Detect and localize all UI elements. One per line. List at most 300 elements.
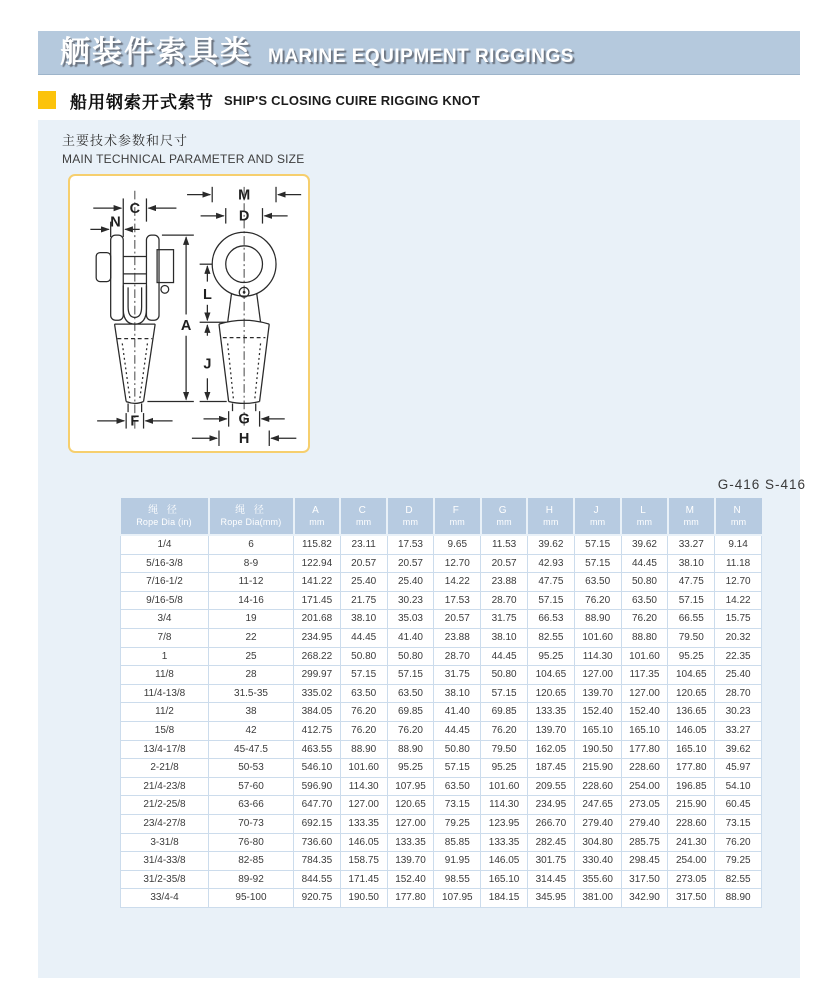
table-cell: 23/4-27/8: [121, 814, 209, 833]
table-cell: 14.22: [434, 573, 481, 592]
table-cell: 692.15: [294, 814, 341, 833]
table-row: [121, 740, 762, 759]
table-cell: 69.85: [387, 703, 434, 722]
size-table: [120, 498, 762, 908]
table-cell: 38.10: [340, 610, 387, 629]
table-cell: 165.10: [481, 870, 528, 889]
table-cell: 79.50: [481, 740, 528, 759]
category-title-en: MARINE EQUIPMENT RIGGINGS: [268, 46, 574, 67]
table-cell: 33/4-4: [121, 889, 209, 908]
table-cell: 146.05: [481, 852, 528, 871]
table-row: [121, 889, 762, 908]
table-cell: 57-60: [209, 777, 294, 796]
column-header: A mm: [294, 498, 341, 535]
table-cell: 114.30: [340, 777, 387, 796]
table-cell: 9/16-5/8: [121, 591, 209, 610]
table-cell: 28.70: [434, 647, 481, 666]
header-row: [121, 498, 762, 535]
table-cell: 28.70: [715, 684, 762, 703]
table-row: [121, 721, 762, 740]
table-cell: 228.60: [621, 759, 668, 778]
table-cell: 241.30: [668, 833, 715, 852]
dim-label-j: J: [203, 356, 212, 373]
table-cell: 66.55: [668, 610, 715, 629]
table-cell: 63.50: [340, 684, 387, 703]
table-cell: 88.90: [340, 740, 387, 759]
table-cell: 273.05: [621, 796, 668, 815]
table-cell: 381.00: [574, 889, 621, 908]
table-cell: 7/16-1/2: [121, 573, 209, 592]
table-cell: 30.23: [715, 703, 762, 722]
table-cell: 76.20: [621, 610, 668, 629]
table-cell: 85.85: [434, 833, 481, 852]
column-header: G mm: [481, 498, 528, 535]
table-cell: 234.95: [294, 628, 341, 647]
table-cell: 141.22: [294, 573, 341, 592]
table-cell: 101.60: [621, 647, 668, 666]
table-cell: 342.90: [621, 889, 668, 908]
table-row: [121, 554, 762, 573]
table-cell: 76.20: [387, 721, 434, 740]
column-header: 绳 径 Rope Dia (in): [121, 498, 209, 535]
table-cell: 21.75: [340, 591, 387, 610]
table-cell: 171.45: [294, 591, 341, 610]
table-cell: 301.75: [527, 852, 574, 871]
table-row: [121, 628, 762, 647]
table-cell: 158.75: [340, 852, 387, 871]
table-cell: 19: [209, 610, 294, 629]
table-cell: 1/4: [121, 535, 209, 554]
table-cell: 57.15: [434, 759, 481, 778]
table-cell: 76.20: [340, 703, 387, 722]
params-heading-zh: 主要技术参数和尺寸: [62, 133, 189, 148]
table-cell: 25.40: [715, 666, 762, 685]
table-cell: 35.03: [387, 610, 434, 629]
table-cell: 73.15: [715, 814, 762, 833]
table-cell: 647.70: [294, 796, 341, 815]
table-cell: 88.90: [574, 610, 621, 629]
table-cell: 76.20: [340, 721, 387, 740]
table-cell: 23.88: [434, 628, 481, 647]
table-cell: 63.50: [621, 591, 668, 610]
table-cell: 314.45: [527, 870, 574, 889]
table-cell: 15.75: [715, 610, 762, 629]
table-cell: 14-16: [209, 591, 294, 610]
table-row: [121, 666, 762, 685]
table-cell: 25.40: [340, 573, 387, 592]
table-cell: 152.40: [574, 703, 621, 722]
dim-label-d: D: [238, 208, 250, 225]
table-cell: 91.95: [434, 852, 481, 871]
table-cell: 57.15: [481, 684, 528, 703]
dim-label-n: N: [110, 214, 121, 231]
table-cell: 28.70: [481, 591, 528, 610]
table-cell: 38.10: [434, 684, 481, 703]
table-cell: 596.90: [294, 777, 341, 796]
table-row: [121, 703, 762, 722]
dim-label-c: C: [129, 200, 141, 217]
table-cell: 152.40: [387, 870, 434, 889]
table-cell: 45.97: [715, 759, 762, 778]
table-cell: 50.80: [434, 740, 481, 759]
table-cell: 21/4-23/8: [121, 777, 209, 796]
table-cell: 13/4-17/8: [121, 740, 209, 759]
column-header: 绳 径 Rope Dia(mm): [209, 498, 294, 535]
table-cell: 23.11: [340, 535, 387, 554]
column-header: J mm: [574, 498, 621, 535]
table-cell: 139.70: [387, 852, 434, 871]
table-cell: 33.27: [715, 721, 762, 740]
yellow-bullet-icon: [38, 91, 56, 109]
table-cell: 228.60: [574, 777, 621, 796]
params-heading: [62, 130, 800, 166]
table-cell: 39.62: [527, 535, 574, 554]
table-cell: 101.60: [481, 777, 528, 796]
table-cell: 127.00: [621, 684, 668, 703]
column-header: L mm: [621, 498, 668, 535]
table-cell: 95.25: [668, 647, 715, 666]
table-cell: 165.10: [621, 721, 668, 740]
table-cell: 101.60: [340, 759, 387, 778]
table-cell: 201.68: [294, 610, 341, 629]
table-cell: 190.50: [574, 740, 621, 759]
category-banner: [38, 31, 800, 75]
table-cell: 215.90: [668, 796, 715, 815]
table-cell: 38: [209, 703, 294, 722]
table-cell: 38.10: [668, 554, 715, 573]
table-cell: 73.15: [434, 796, 481, 815]
table-row: [121, 759, 762, 778]
table-cell: 42: [209, 721, 294, 740]
table-cell: 228.60: [668, 814, 715, 833]
table-cell: 268.22: [294, 647, 341, 666]
table-row: [121, 852, 762, 871]
table-cell: 17.53: [387, 535, 434, 554]
column-header: N mm: [715, 498, 762, 535]
table-cell: 784.35: [294, 852, 341, 871]
table-cell: 273.05: [668, 870, 715, 889]
table-cell: 31/2-35/8: [121, 870, 209, 889]
table-cell: 304.80: [574, 833, 621, 852]
table-cell: 117.35: [621, 666, 668, 685]
product-title-zh: 船用钢索开式索节: [70, 92, 214, 112]
table-cell: 50.80: [387, 647, 434, 666]
table-cell: 133.35: [527, 703, 574, 722]
table-cell: 23.88: [481, 573, 528, 592]
table-cell: 285.75: [621, 833, 668, 852]
table-cell: 57.15: [527, 591, 574, 610]
table-cell: 57.15: [668, 591, 715, 610]
table-cell: 63-66: [209, 796, 294, 815]
table-cell: 184.15: [481, 889, 528, 908]
table-cell: 123.95: [481, 814, 528, 833]
table-cell: 279.40: [574, 814, 621, 833]
table-cell: 345.95: [527, 889, 574, 908]
table-cell: 79.50: [668, 628, 715, 647]
table-cell: 107.95: [434, 889, 481, 908]
column-header: M mm: [668, 498, 715, 535]
table-cell: 98.55: [434, 870, 481, 889]
table-cell: 95.25: [527, 647, 574, 666]
dim-label-h: H: [238, 431, 250, 448]
table-cell: 95-100: [209, 889, 294, 908]
table-cell: 95.25: [481, 759, 528, 778]
table-cell: 17.53: [434, 591, 481, 610]
table-row: [121, 591, 762, 610]
table-cell: 299.97: [294, 666, 341, 685]
table-cell: 146.05: [668, 721, 715, 740]
table-cell: 5/16-3/8: [121, 554, 209, 573]
table-cell: 3/4: [121, 610, 209, 629]
table-cell: 133.35: [387, 833, 434, 852]
table-cell: 31.5-35: [209, 684, 294, 703]
table-cell: 57.15: [340, 666, 387, 685]
table-cell: 11/8: [121, 666, 209, 685]
table-cell: 12.70: [434, 554, 481, 573]
table-cell: 88.80: [621, 628, 668, 647]
table-cell: 9.65: [434, 535, 481, 554]
table-cell: 25: [209, 647, 294, 666]
table-cell: 41.40: [434, 703, 481, 722]
table-cell: 22: [209, 628, 294, 647]
table-row: [121, 833, 762, 852]
table-cell: 57.15: [574, 535, 621, 554]
table-row: [121, 814, 762, 833]
table-cell: 3-31/8: [121, 833, 209, 852]
table-cell: 196.85: [668, 777, 715, 796]
table-cell: 20.57: [340, 554, 387, 573]
model-code: G-416 S-416: [717, 477, 806, 492]
table-cell: 31.75: [434, 666, 481, 685]
table-cell: 133.35: [340, 814, 387, 833]
table-cell: 8-9: [209, 554, 294, 573]
table-cell: 20.57: [434, 610, 481, 629]
table-cell: 127.00: [387, 814, 434, 833]
table-cell: 177.80: [668, 759, 715, 778]
dim-label-a: A: [180, 317, 192, 334]
table-cell: 31/4-33/8: [121, 852, 209, 871]
table-cell: 165.10: [668, 740, 715, 759]
table-cell: 254.00: [668, 852, 715, 871]
table-cell: 44.45: [621, 554, 668, 573]
table-cell: 41.40: [387, 628, 434, 647]
column-header: F mm: [434, 498, 481, 535]
table-cell: 60.45: [715, 796, 762, 815]
table-cell: 66.53: [527, 610, 574, 629]
table-cell: 82.55: [527, 628, 574, 647]
product-title-en: SHIP'S CLOSING CUIRE RIGGING KNOT: [224, 92, 480, 108]
table-cell: 2-21/8: [121, 759, 209, 778]
table-cell: 122.94: [294, 554, 341, 573]
table-cell: 79.25: [715, 852, 762, 871]
table-cell: 355.60: [574, 870, 621, 889]
column-header: H mm: [527, 498, 574, 535]
table-cell: 11/2: [121, 703, 209, 722]
table-cell: 39.62: [715, 740, 762, 759]
table-cell: 15/8: [121, 721, 209, 740]
table-row: [121, 777, 762, 796]
dim-label-m: M: [238, 187, 251, 204]
table-cell: 33.27: [668, 535, 715, 554]
table-cell: 9.14: [715, 535, 762, 554]
table-cell: 76.20: [574, 591, 621, 610]
table-row: [121, 870, 762, 889]
table-cell: 14.22: [715, 591, 762, 610]
table-cell: 45-47.5: [209, 740, 294, 759]
table-cell: 209.55: [527, 777, 574, 796]
table-cell: 20.57: [387, 554, 434, 573]
table-cell: 165.10: [574, 721, 621, 740]
column-header: D mm: [387, 498, 434, 535]
table-cell: 82.55: [715, 870, 762, 889]
table-cell: 234.95: [527, 796, 574, 815]
table-cell: 20.32: [715, 628, 762, 647]
table-cell: 127.00: [574, 666, 621, 685]
table-cell: 63.50: [574, 573, 621, 592]
table-cell: 171.45: [340, 870, 387, 889]
table-cell: 190.50: [340, 889, 387, 908]
table-cell: 6: [209, 535, 294, 554]
table-cell: 120.65: [668, 684, 715, 703]
table-cell: 384.05: [294, 703, 341, 722]
table-cell: 546.10: [294, 759, 341, 778]
table-cell: 76-80: [209, 833, 294, 852]
category-title-zh: 舾装件索具类: [60, 36, 252, 69]
table-cell: 50.80: [340, 647, 387, 666]
table-cell: 139.70: [527, 721, 574, 740]
table-cell: 162.05: [527, 740, 574, 759]
table-cell: 39.62: [621, 535, 668, 554]
table-row: [121, 684, 762, 703]
column-header: C mm: [340, 498, 387, 535]
table-cell: 920.75: [294, 889, 341, 908]
table-cell: 28: [209, 666, 294, 685]
table-cell: 88.90: [715, 889, 762, 908]
table-cell: 215.90: [574, 759, 621, 778]
table-cell: 266.70: [527, 814, 574, 833]
table-cell: 412.75: [294, 721, 341, 740]
table-cell: 115.82: [294, 535, 341, 554]
table-cell: 82-85: [209, 852, 294, 871]
table-cell: 317.50: [621, 870, 668, 889]
table-cell: 50-53: [209, 759, 294, 778]
table-cell: 88.90: [387, 740, 434, 759]
table-cell: 120.65: [527, 684, 574, 703]
table-cell: 44.45: [481, 647, 528, 666]
table-cell: 298.45: [621, 852, 668, 871]
table-cell: 11.53: [481, 535, 528, 554]
table-cell: 79.25: [434, 814, 481, 833]
table-cell: 254.00: [621, 777, 668, 796]
table-cell: 279.40: [621, 814, 668, 833]
table-cell: 30.23: [387, 591, 434, 610]
table-cell: 47.75: [668, 573, 715, 592]
technical-drawing: [72, 178, 306, 449]
table-cell: 736.60: [294, 833, 341, 852]
table-cell: 844.55: [294, 870, 341, 889]
table-cell: 70-73: [209, 814, 294, 833]
table-cell: 11-12: [209, 573, 294, 592]
table-row: [121, 535, 762, 554]
table-cell: 50.80: [621, 573, 668, 592]
dim-label-g: G: [238, 411, 250, 428]
table-cell: 152.40: [621, 703, 668, 722]
table-cell: 463.55: [294, 740, 341, 759]
table-cell: 7/8: [121, 628, 209, 647]
table-cell: 187.45: [527, 759, 574, 778]
table-cell: 63.50: [434, 777, 481, 796]
table-cell: 76.20: [481, 721, 528, 740]
table-cell: 57.15: [387, 666, 434, 685]
table-cell: 76.20: [715, 833, 762, 852]
table-row: [121, 610, 762, 629]
table-cell: 69.85: [481, 703, 528, 722]
table-cell: 11.18: [715, 554, 762, 573]
table-cell: 104.65: [668, 666, 715, 685]
table-row: [121, 573, 762, 592]
size-table-body: [121, 535, 762, 907]
table-cell: 11/4-13/8: [121, 684, 209, 703]
table-cell: 317.50: [668, 889, 715, 908]
table-cell: 25.40: [387, 573, 434, 592]
table-cell: 89-92: [209, 870, 294, 889]
table-cell: 139.70: [574, 684, 621, 703]
table-cell: 31.75: [481, 610, 528, 629]
table-row: [121, 796, 762, 815]
table-cell: 95.25: [387, 759, 434, 778]
table-cell: 44.45: [340, 628, 387, 647]
table-cell: 114.30: [574, 647, 621, 666]
table-cell: 247.65: [574, 796, 621, 815]
table-cell: 282.45: [527, 833, 574, 852]
table-cell: 136.65: [668, 703, 715, 722]
table-cell: 38.10: [481, 628, 528, 647]
dim-label-l: L: [202, 286, 212, 303]
table-cell: 20.57: [481, 554, 528, 573]
dim-label-f: F: [130, 413, 140, 430]
table-cell: 21/2-25/8: [121, 796, 209, 815]
table-cell: 1: [121, 647, 209, 666]
table-cell: 146.05: [340, 833, 387, 852]
table-cell: 50.80: [481, 666, 528, 685]
table-cell: 63.50: [387, 684, 434, 703]
table-cell: 177.80: [621, 740, 668, 759]
table-cell: 335.02: [294, 684, 341, 703]
table-cell: 104.65: [527, 666, 574, 685]
params-heading-en: MAIN TECHNICAL PARAMETER AND SIZE: [62, 152, 305, 166]
table-cell: 120.65: [387, 796, 434, 815]
content-panel: [38, 120, 806, 978]
table-cell: 12.70: [715, 573, 762, 592]
table-cell: 54.10: [715, 777, 762, 796]
table-cell: 114.30: [481, 796, 528, 815]
table-cell: 47.75: [527, 573, 574, 592]
table-cell: 101.60: [574, 628, 621, 647]
technical-drawing-box: [68, 174, 310, 453]
table-cell: 42.93: [527, 554, 574, 573]
table-cell: 107.95: [387, 777, 434, 796]
table-cell: 57.15: [574, 554, 621, 573]
product-section-header: [38, 89, 800, 111]
table-cell: 22.35: [715, 647, 762, 666]
table-cell: 330.40: [574, 852, 621, 871]
table-cell: 44.45: [434, 721, 481, 740]
table-cell: 133.35: [481, 833, 528, 852]
table-row: [121, 647, 762, 666]
size-table-header: [121, 498, 762, 535]
table-cell: 127.00: [340, 796, 387, 815]
table-cell: 177.80: [387, 889, 434, 908]
